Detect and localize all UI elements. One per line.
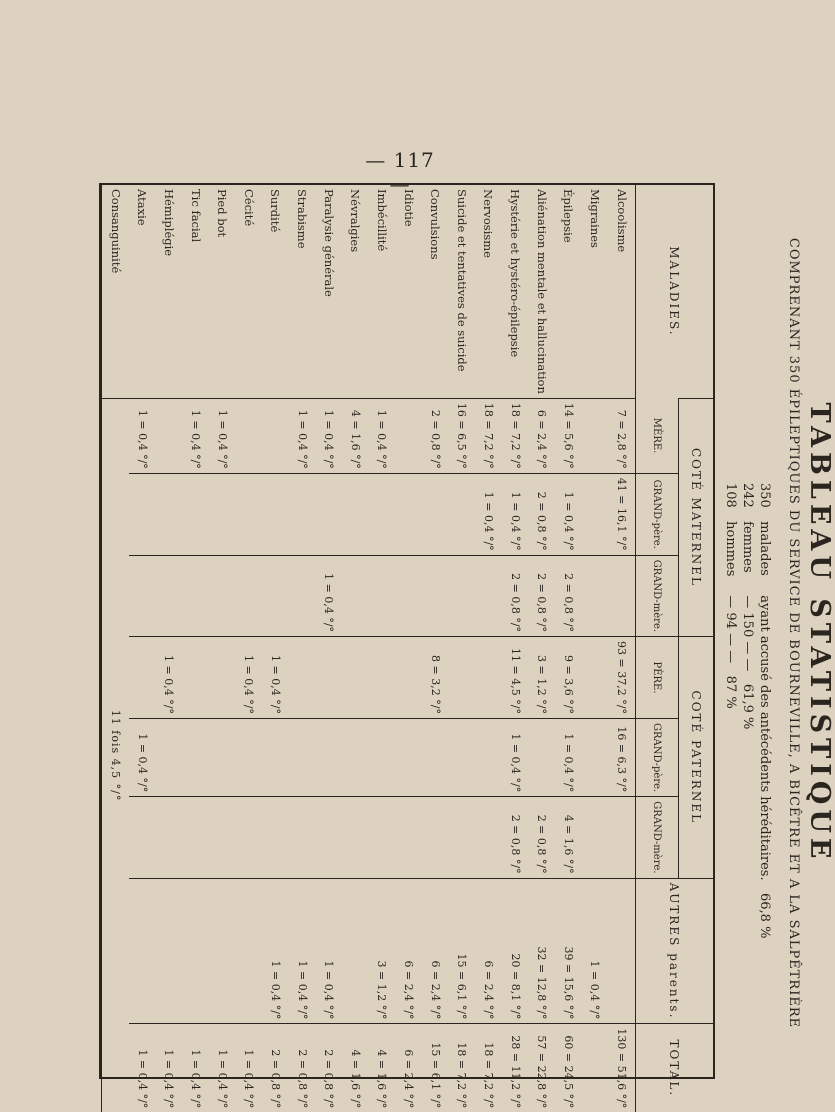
cell-gm_p (422, 797, 449, 878)
cell-gm_p (209, 797, 236, 878)
cell-gp_m (369, 473, 396, 555)
cell-total: 130 = 51,6 °/° (608, 1024, 635, 1112)
cell-gp_p (475, 718, 502, 796)
cell-gm_m: 2 = 0,8 °/° (555, 555, 582, 636)
table-row (129, 185, 156, 1112)
cell-pere (209, 637, 236, 719)
cell-gm_m (289, 555, 316, 636)
cell-total: 28 = 11,2 °/° (502, 1024, 529, 1112)
cell-pere (449, 637, 476, 719)
cell-gm_m: 2 = 0,8 °/° (528, 555, 555, 636)
header-cote-maternel: COTÉ MATERNEL (679, 398, 714, 636)
cell-gp_p (449, 718, 476, 796)
cell-gm_p: 4 = 1,6 °/° (555, 797, 582, 878)
cell-autres: 6 = 2,4 °/° (395, 878, 422, 1024)
cell-pere (289, 637, 316, 719)
cell-gp_m (289, 473, 316, 555)
cell-gp_p (236, 718, 263, 796)
maladie-label: Aliénation mentale et hallucination (534, 189, 549, 394)
cell-autres (236, 878, 263, 1024)
cell-mere: 1 = 0,4 °/° (289, 398, 316, 473)
cell-autres (342, 878, 369, 1024)
cell-autres: 1 = 0,4 °/° (262, 878, 289, 1024)
table-row (555, 185, 582, 1112)
cell-gp_p (582, 718, 609, 796)
cell-pere (395, 637, 422, 719)
cell-autres: 15 = 6,1 °/° (449, 878, 476, 1024)
cell-mere: 4 = 1,6 °/° (342, 398, 369, 473)
cell-gp_p (209, 718, 236, 796)
cell-mere: 18 = 7,2 °/° (475, 398, 502, 473)
cell-gm_p (289, 797, 316, 878)
statistics-table (99, 183, 715, 1109)
cell-total: 18 = 7,2 °/° (449, 1024, 476, 1112)
table-body (102, 185, 636, 1112)
cell-pere (475, 637, 502, 719)
cell-gp_p (369, 718, 396, 796)
cell-gp_m: 2 = 0,8 °/° (528, 473, 555, 555)
cell-gp_m (582, 473, 609, 555)
cell-autres (608, 878, 635, 1024)
cell-gp_p (528, 718, 555, 796)
cell-autres: 6 = 2,4 °/° (475, 878, 502, 1024)
cell-gm_m (475, 555, 502, 636)
header-maladies: MALADIES. (636, 185, 714, 398)
cell-gm_m: 1 = 0,4 °/° (315, 555, 342, 636)
cell-gp_p (342, 718, 369, 796)
table-row (342, 185, 369, 1112)
cell-gp_m (449, 473, 476, 555)
table-row (209, 185, 236, 1112)
table-row (289, 185, 316, 1112)
cell-gp_m: 1 = 0,4 °/° (475, 473, 502, 555)
cell-pere: 1 = 0,4 °/° (156, 637, 183, 719)
table-row (369, 185, 396, 1112)
maladie-label: Ataxie (135, 189, 150, 226)
cell-autres: 39 = 15,6 °/° (555, 878, 582, 1024)
cell-gm_m (582, 555, 609, 636)
table-row (449, 185, 476, 1112)
cell-autres: 20 = 8,1 °/° (502, 878, 529, 1024)
cell-mere: 1 = 0,4 °/° (182, 398, 209, 473)
summary-line: 350 malades ayant accusé des antécédents héréditaires. 66,8 % (757, 483, 772, 939)
table-row (156, 185, 183, 1112)
cell-pere (342, 637, 369, 719)
cell-gm_m (369, 555, 396, 636)
cell-total: 15 = 6,1 °/° (422, 1024, 449, 1112)
header-mere: MÈRE. (636, 398, 679, 473)
header-grand-pere-maternel: GRAND-père. (636, 473, 679, 555)
cell-gm_p (156, 797, 183, 878)
cell-pere: 11 = 4,5 °/° (502, 637, 529, 719)
table-row (395, 185, 422, 1112)
table-row (475, 185, 502, 1112)
page-subtitle: COMPRENANT 350 ÉPILEPTIQUES DU SERVICE DE BOURNEVILLE, A BICÊTRE ET A LA SALPÊTRIÈRE (786, 237, 801, 1029)
maladie-label: Idiotie (401, 189, 416, 227)
cell-gp_p (156, 718, 183, 796)
cell-pere: 8 = 3,2 °/° (422, 637, 449, 719)
cell-gm_m (156, 555, 183, 636)
cell-gm_p: 2 = 0,8 °/° (528, 797, 555, 878)
header-grand-mere-maternel: GRAND-mère. (636, 555, 679, 636)
cell-autres: 6 = 2,4 °/° (422, 878, 449, 1024)
cell-mere: 1 = 0,4 °/° (369, 398, 396, 473)
cell-gm_p (342, 797, 369, 878)
page-number: — 117 — (365, 148, 435, 196)
maladie-label: Névralgies (348, 189, 363, 253)
cell-gm_m (129, 555, 156, 636)
cell-gm_m (395, 555, 422, 636)
table-row (262, 185, 289, 1112)
cell-gm_p (236, 797, 263, 878)
cell-autres (209, 878, 236, 1024)
rotated-table-page (95, 183, 835, 1109)
consanguinite-label: Consanguinité (102, 185, 130, 398)
table-row (502, 185, 529, 1112)
cell-mere: 2 = 0,8 °/° (422, 398, 449, 473)
maladie-label: Pied bot (215, 189, 230, 238)
maladie-label: Strabisme (295, 189, 310, 249)
cell-mere: 1 = 0,4 °/° (129, 398, 156, 473)
cell-pere (369, 637, 396, 719)
cell-total (582, 1024, 609, 1112)
cell-mere: 18 = 7,2 °/° (502, 398, 529, 473)
cell-total: 18 = 7,2 °/° (475, 1024, 502, 1112)
cell-gp_m (422, 473, 449, 555)
cell-gm_p (315, 797, 342, 878)
cell-gp_p: 16 = 6,3 °/° (608, 718, 635, 796)
cell-autres: 1 = 0,4 °/° (289, 878, 316, 1024)
cell-gm_p (262, 797, 289, 878)
cell-total: 4 = 1,6 °/° (342, 1024, 369, 1112)
cell-total: 6 = 2,4 °/° (395, 1024, 422, 1112)
cell-gm_p (449, 797, 476, 878)
cell-gm_m (209, 555, 236, 636)
summary-block (722, 483, 773, 938)
table-row (236, 185, 263, 1112)
cell-gp_m: 1 = 0,4 °/° (502, 473, 529, 555)
maladie-label: Migraines (587, 189, 602, 248)
cell-pere: 1 = 0,4 °/° (236, 637, 263, 719)
cell-mere: 14 = 5,6 °/° (555, 398, 582, 473)
cell-autres (156, 878, 183, 1024)
cell-pere (582, 637, 609, 719)
cell-gp_p (262, 718, 289, 796)
table-row (608, 185, 635, 1112)
cell-autres: 32 = 12,8 °/° (528, 878, 555, 1024)
cell-total: 57 = 22,8 °/° (528, 1024, 555, 1112)
cell-mere: 7 = 2,8 °/° (608, 398, 635, 473)
cell-gp_p: 1 = 0,4 °/° (129, 718, 156, 796)
cell-gp_m (182, 473, 209, 555)
cell-total: 4 = 1,6 °/° (369, 1024, 396, 1112)
header-grand-mere-paternel: GRAND-mère. (636, 797, 679, 878)
cell-gm_m (236, 555, 263, 636)
consanguinite-value: 11 fois 4,5 °/° (102, 398, 130, 1112)
cell-gm_m: 2 = 0,8 °/° (502, 555, 529, 636)
cell-gm_m (182, 555, 209, 636)
cell-gp_p (315, 718, 342, 796)
cell-autres (182, 878, 209, 1024)
cell-gm_m (449, 555, 476, 636)
cell-total: 1 = 0,4 °/° (156, 1024, 183, 1112)
table-row (315, 185, 342, 1112)
cell-gp_p (289, 718, 316, 796)
maladie-label: Tic facial (188, 189, 203, 243)
cell-total: 60 = 24,5 °/° (555, 1024, 582, 1112)
maladie-label: Hémiplégie (161, 189, 176, 257)
cell-mere (262, 398, 289, 473)
cell-gm_m (422, 555, 449, 636)
cell-gp_m: 1 = 0,4 °/° (555, 473, 582, 555)
cell-gm_p (608, 797, 635, 878)
cell-total: 2 = 0,8 °/° (315, 1024, 342, 1112)
cell-total: 1 = 0,4 °/° (129, 1024, 156, 1112)
cell-pere: 1 = 0,4 °/° (262, 637, 289, 719)
cell-total: 1 = 0,4 °/° (182, 1024, 209, 1112)
summary-line: 108 hommes — 94 — — 87 % (723, 483, 738, 709)
cell-pere: 93 = 37,2 °/° (608, 637, 635, 719)
cell-gm_m (608, 555, 635, 636)
cell-mere (156, 398, 183, 473)
cell-gm_p (182, 797, 209, 878)
cell-total: 2 = 0,8 °/° (289, 1024, 316, 1112)
cell-gp_m (342, 473, 369, 555)
header-total: TOTAL. (636, 1024, 714, 1112)
cell-gp_m (395, 473, 422, 555)
cell-gm_m (262, 555, 289, 636)
cell-gp_m (315, 473, 342, 555)
cell-gp_p (182, 718, 209, 796)
cell-gm_p (395, 797, 422, 878)
page-title: TABLEAU STATISTIQUE (804, 402, 835, 864)
maladie-label: Paralysie générale (321, 189, 336, 297)
cell-gm_p (369, 797, 396, 878)
cell-gm_p (475, 797, 502, 878)
cell-pere (182, 637, 209, 719)
maladie-label: Alcoolisme (614, 189, 629, 253)
header-pere: PÈRE. (636, 637, 679, 719)
cell-gp_m (209, 473, 236, 555)
cell-autres (129, 878, 156, 1024)
cell-gp_p: 1 = 0,4 °/° (555, 718, 582, 796)
maladie-label: Hystérie et hystéro-épilepsie (508, 189, 523, 358)
header-autres-parents: AUTRES parents. (636, 878, 714, 1024)
cell-gp_m (236, 473, 263, 555)
cell-gp_m: 41 = 16,1 °/° (608, 473, 635, 555)
maladie-label: Surdité (268, 189, 283, 233)
cell-pere (129, 637, 156, 719)
maladie-label: Suicide et tentatives de suicide (454, 189, 469, 372)
table-row (582, 185, 609, 1112)
maladie-label: Convulsions (428, 189, 443, 260)
cell-mere: 16 = 6,5 °/° (449, 398, 476, 473)
cell-pere (315, 637, 342, 719)
summary-line: 242 femmes — 150 — — 61,9 % (740, 483, 755, 730)
cell-gp_p (395, 718, 422, 796)
cell-gm_p (582, 797, 609, 878)
cell-gm_p (129, 797, 156, 878)
cell-autres: 1 = 0,4 °/° (582, 878, 609, 1024)
cell-mere (582, 398, 609, 473)
cell-gp_p: 1 = 0,4 °/° (502, 718, 529, 796)
cell-gp_m (156, 473, 183, 555)
cell-gp_m (129, 473, 156, 555)
cell-mere: 1 = 0,4 °/° (315, 398, 342, 473)
cell-mere: 1 = 0,4 °/° (209, 398, 236, 473)
cell-gm_m (342, 555, 369, 636)
cell-autres: 3 = 1,2 °/° (369, 878, 396, 1024)
cell-autres: 1 = 0,4 °/° (315, 878, 342, 1024)
maladie-label: Nervosisme (481, 189, 496, 258)
cell-mere (395, 398, 422, 473)
cell-gp_p (422, 718, 449, 796)
consanguinite-row (102, 185, 130, 1112)
cell-pere: 3 = 1,2 °/° (528, 637, 555, 719)
cell-mere: 6 = 2,4 °/° (528, 398, 555, 473)
header-grand-pere-paternel: GRAND-père. (636, 718, 679, 796)
cell-gp_m (262, 473, 289, 555)
maladie-label: Cécité (241, 189, 256, 227)
maladie-label: Épilepsie (561, 189, 576, 243)
maladie-label: Imbécillité (374, 189, 389, 252)
table-row (182, 185, 209, 1112)
cell-gm_p: 2 = 0,8 °/° (502, 797, 529, 878)
cell-total: 2 = 0,8 °/° (262, 1024, 289, 1112)
table-row (422, 185, 449, 1112)
cell-total: 1 = 0,4 °/° (236, 1024, 263, 1112)
cell-pere: 9 = 3,6 °/° (555, 637, 582, 719)
header-cote-paternel: COTÉ PATERNEL (679, 637, 714, 879)
cell-mere (236, 398, 263, 473)
table-row (528, 185, 555, 1112)
cell-total: 1 = 0,4 °/° (209, 1024, 236, 1112)
